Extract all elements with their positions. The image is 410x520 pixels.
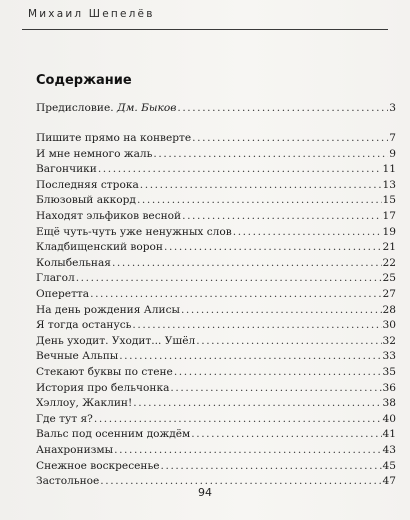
toc-entry-title: Ещё чуть-чуть уже ненужных слов <box>36 225 232 238</box>
toc-entry <box>36 426 396 442</box>
toc-entry-page: 11 <box>382 163 396 176</box>
toc-leader-dots <box>114 442 381 458</box>
toc-entry <box>36 146 396 162</box>
toc-entry-title: Кладбищенский ворон <box>36 241 163 254</box>
toc-entry-title: Оперетта <box>36 288 90 300</box>
toc-entry-title: И мне немного жаль <box>36 147 153 160</box>
toc-entry-title: Блюзовый аккорд <box>36 194 136 207</box>
toc-entry-title: Пишите прямо на конверте <box>36 132 192 144</box>
toc-leader-dots <box>164 239 382 255</box>
toc-entry-page: 22 <box>382 256 396 269</box>
toc-entry <box>36 161 396 177</box>
toc-entry-author: Дм. Быков <box>116 102 177 114</box>
toc-entry <box>36 130 396 146</box>
toc-entry-title: Находят эльфиков весной <box>36 210 182 222</box>
toc-entry-title: Анахронизмы <box>36 444 114 456</box>
toc-entry <box>36 255 396 271</box>
toc-entry <box>36 208 396 224</box>
toc-leader-dots <box>153 146 388 162</box>
toc-leader-dots <box>137 192 382 208</box>
toc-entry-page: 36 <box>382 381 396 394</box>
toc-entry-page: 3 <box>389 102 396 114</box>
toc-entry <box>36 333 396 349</box>
toc-entry-title: Стекают буквы по стене <box>36 366 173 378</box>
toc-entry <box>36 380 396 396</box>
toc-entry <box>36 270 396 286</box>
toc-entry-title: История про бельчонка <box>36 381 170 394</box>
toc-entry <box>36 364 396 380</box>
toc-leader-dots <box>233 224 382 240</box>
toc-entry-page: 45 <box>382 459 396 472</box>
toc-entry-title: Застольное <box>36 475 100 488</box>
toc-entry <box>36 192 396 208</box>
toc-entry <box>36 395 396 411</box>
running-head: Михаил Шепелёв <box>28 8 155 20</box>
toc-leader-dots <box>132 317 381 333</box>
toc-entry <box>36 302 396 318</box>
toc-entry-title: Я тогда останусь <box>36 319 132 332</box>
toc-entry <box>36 224 396 240</box>
toc-entry <box>36 177 396 193</box>
toc-entry <box>36 442 396 458</box>
toc-leader-dots <box>161 458 382 474</box>
toc-leader-dots <box>170 380 381 396</box>
toc-entry-page: 33 <box>382 350 396 363</box>
header-rule <box>22 29 388 30</box>
toc-leader-dots <box>181 302 382 318</box>
toc-entry-title: Вагончики <box>36 163 97 176</box>
toc-entry-page: 35 <box>382 366 396 378</box>
toc-entry-title: Вальс под осенним дождём <box>36 428 191 441</box>
toc-title: Содержание <box>36 73 132 88</box>
toc-entry <box>36 239 396 255</box>
toc-entry-page: 9 <box>389 147 396 160</box>
toc-entry-page: 7 <box>389 132 396 144</box>
toc-entry-title: Хэллоу, Жаклин! <box>36 397 133 410</box>
toc-leader-dots <box>90 286 381 302</box>
toc-entry-title: Колыбельная <box>36 256 111 269</box>
toc-entry-page: 43 <box>382 444 396 456</box>
toc-entry <box>36 411 396 427</box>
toc-entry-page: 40 <box>382 412 396 425</box>
toc-entry-preface <box>36 100 396 116</box>
toc-leader-dots <box>182 208 381 224</box>
toc-entry <box>36 348 396 364</box>
page-number: 94 <box>198 486 212 499</box>
toc-leader-dots <box>174 364 382 380</box>
toc-leader-dots <box>140 177 382 193</box>
toc-leader-dots <box>112 255 382 271</box>
toc-entry-page: 28 <box>382 303 396 316</box>
toc-entry-page: 30 <box>382 319 396 332</box>
toc-leader-dots <box>133 395 381 411</box>
toc-entry-page: 27 <box>382 288 396 300</box>
toc-entry-title: Последняя строка <box>36 178 139 191</box>
toc-leader-dots <box>119 348 381 364</box>
toc-entry-page: 19 <box>382 225 396 238</box>
toc-leader-dots <box>177 100 388 116</box>
toc-entry-title: Где тут я? <box>36 412 93 425</box>
toc-entry-page: 17 <box>382 210 396 222</box>
toc-leader-dots <box>76 270 382 286</box>
toc-entry-title: На день рождения Алисы <box>36 303 180 316</box>
toc-entry-title: Снежное воскресенье <box>36 459 160 472</box>
toc-entry-page: 15 <box>382 194 396 207</box>
toc-entry <box>36 458 396 474</box>
toc-entry-page: 32 <box>382 334 396 347</box>
toc-leader-dots <box>196 333 381 349</box>
toc-entry-page: 38 <box>382 397 396 410</box>
toc-leader-dots <box>192 130 388 146</box>
toc-entry-page: 41 <box>382 428 396 441</box>
toc-leader-dots <box>98 161 382 177</box>
toc-entry-title: Предисловие. <box>36 102 114 114</box>
toc-entry-title: День уходит. Уходит... Ушёл <box>36 334 196 347</box>
toc-leader-dots <box>191 426 381 442</box>
toc-entry <box>36 317 396 333</box>
toc-entry-title: Глагол <box>36 272 75 285</box>
toc-entry-page: 21 <box>382 241 396 254</box>
toc-entry-page: 47 <box>382 475 396 488</box>
toc-leader-dots <box>94 411 382 427</box>
toc-entry <box>36 286 396 302</box>
toc-entry-page: 25 <box>382 272 396 285</box>
toc-entry-title: Вечные Альпы <box>36 350 119 363</box>
toc-entry-page: 13 <box>382 178 396 191</box>
